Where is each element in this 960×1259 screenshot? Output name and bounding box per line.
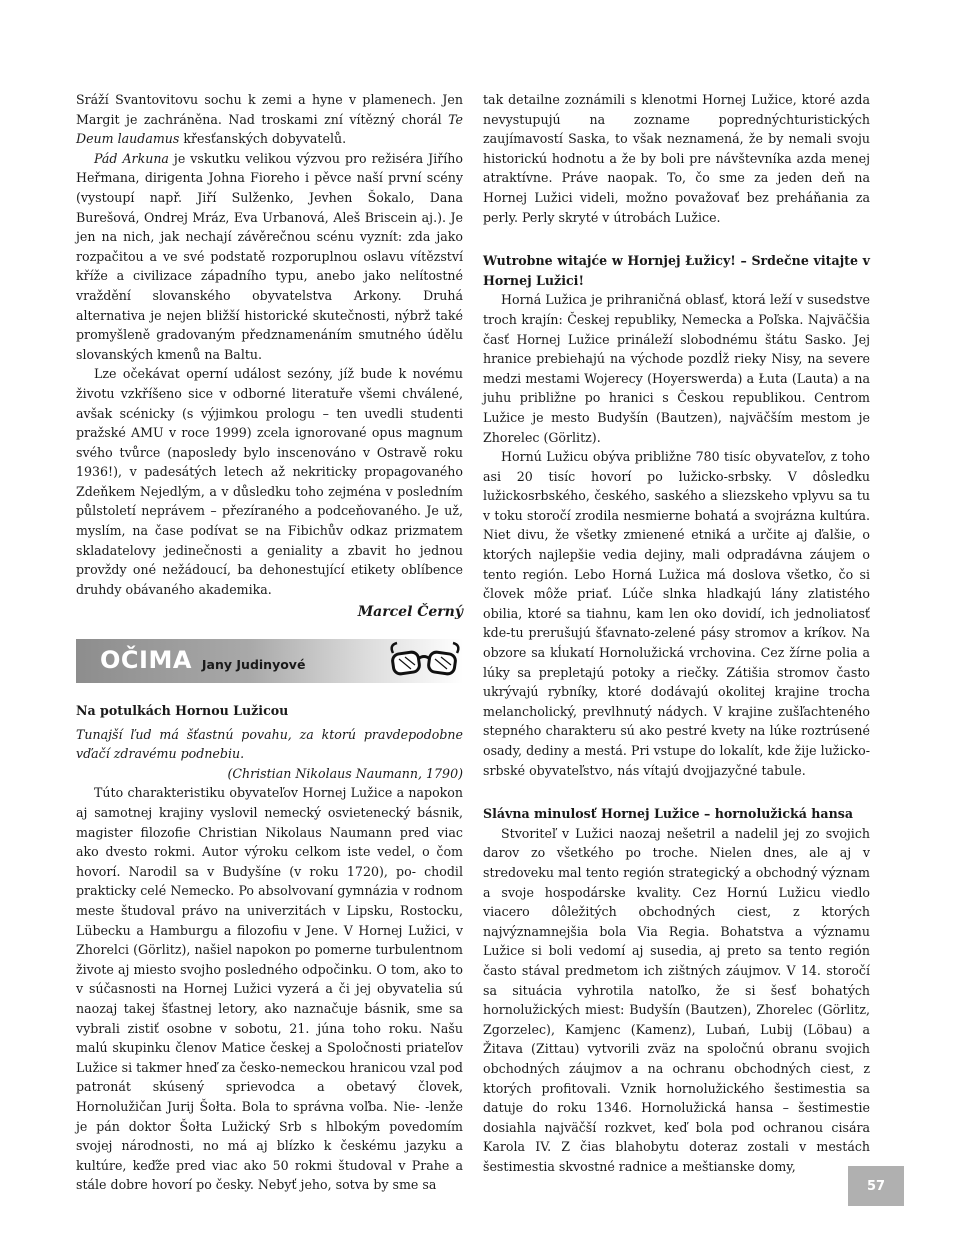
page-number: 57: [848, 1166, 904, 1206]
motto: Tunajší ľud má šťastnú povahu, za ktorú pravdepodobne vďačí zdravému podnebiu.: [76, 726, 463, 762]
right-paragraph-1: tak detailne zoznámili s klenotmi Hornej Lužice, ktoré azda nevystupujú na zozname poprednýchturistických zaujímavostí Saska, to však neznamená, že by nemali svoju historickú hodnotu a že by boli pre návštevníka azda menej atraktívne. Práve naopak. To, čo sme za jeden deň na Hornej Lužici videli, možno považovať bez preháňania za perly. Perly skryté v útrobách Lužice.: [483, 92, 870, 225]
left-paragraph-1: Sráží Svantovitovu sochu k zemi a hyne v plamenech. Jen Margit je zachráněna. Nad troskami zní vítězný chorál Te Deum laudamus křesťanských dobyvatelů.: [76, 92, 463, 147]
left-paragraph-4: Túto charakteristiku obyvateľov Hornej Lužice a napokon aj samotnej krajiny vyslovil nemecký osvietenecký básnik, magister filozofie Christian Nikolaus Naumann pred viac ako dvesto rokmi. Autor výroku celkom iste vedel, o čom hovorí. Narodil sa v Budyšíne (v roku 1720), po- chodil prakticky celé Nemecko. Po absolvovaní gymnázia v rodnom meste študoval právo na univerzitách v Lipsku, Rostocku, Lübecku a Hamburgu a filozofiu v Jene. V Hornej Lužici, v Zhorelci (Görlitz), našiel napokon po pomerne turbulentnom živote aj miesto svojho posledného odpočinku. O tom, ako to v súčasnosti na Hornej Lužici vyzerá a či jej obyvatelia sú naozaj takej šťastnej letory, ako naznačuje básnik, sme sa vybrali zistiť osobne v sobotu, 21. júna toho roku. Našu malú skupinku členov Matice českej a Spoločnosti priateľov Lužice si takmer hneď za česko-nemeckou hranicou vzal pod patronát skúsený sprievodca a obetavý človek, Hornolužičan Jurij Šołta. Bola to správna voľba. Nie- -lenže je pán doktor Šołta Lužický Srb s hlbokým povedomím svojej národnosti, no má aj blízko k českému jazyku a kultúre, keďže pred viac ako 50 rokmi študoval v Prahe a stále dobre hovorí po česky. Nebyť jeho, sotva by sme sa: [76, 785, 463, 1193]
banner-subtitle: Jany Judinyové: [201, 657, 306, 673]
right-paragraph-2: Horná Lužica je prihraničná oblasť, ktorá leží v susedstve troch krajín: Českej republiky, Nemecka a Poľska. Najväčšia časť Hornej Lužice prináleží slobodnému štátu Sasko. Jej hranice prebiehajú na východe pozdĺž rieky Nisy, na severe medzi mestami Wojerecy (Hoyerswerda) a Łuta (Lauta) a na juhu približne po hranici s Českou republikou. Centrom Lužice je mesto Budyšín (Bautzen), najväčším mestom je Zhorelec (Görlitz).: [483, 292, 870, 445]
ocima-banner: [76, 639, 463, 683]
author-signature: Marcel Černý: [357, 604, 463, 621]
banner-title: OČIMA: [100, 646, 192, 675]
section-heading-welcome: Wutrobne witajće w Hornjej Łužicy! – Srdečne vitajte v Hornej Lužici!: [483, 253, 870, 288]
left-paragraph-2: Pád Arkuna je vskutku velikou výzvou pro režiséra Jiřího Heřmana, dirigenta Johna Fioreho i pěvce naší první scény (vystoupí např. Jiří Sulženko, Jevhen Šokalo, Dana Burešová, Ondrej Mráz, Eva Urbanová, Aleš Briscein aj.). Je jen na nich, jak nechají závěrečnou scénu vyznít: zda jako rozpačitou a ve své podstatě rozporuplnou oslavu vítězství kříže a civilizace západního typu, anebo jako nelítostné vraždění slovanského obyvatelstva Arkony. Druhá alternativa je nejen bližší historické skutečnosti, nýbrž také promyšleně gradovaným předznamenáním smutného údělu slovanských kmenů na Baltu.: [76, 150, 463, 362]
article-heading: Na potulkách Hornou Lužicou: [76, 703, 289, 719]
opera-title: Pád Arkuna: [94, 150, 169, 166]
right-paragraph-3: Hornú Lužicu obýva približne 780 tisíc obyvateľov, z toho asi 20 tisíc hovorí po lužicko-srbsky. V dôsledku lužickosrbského, českého, saského a sliezskeho vplyvu sa tu v toku storočí zrodila nesmierne bohatá a svojrázna kultúra. Niet divu, že všetky zmienené etniká a určite aj ďalšie, o ktorých najlepšie vedia dejiny, mali odpradávna záujem o tento región. Lebo Horná Lužica má doslova všetko, čo si človek môže priať. Lúče slnka hladkajú lány zlatistého obilia, ktoré sa tiahnu, kam len oko dovidí, ich jednoliatosť kde-tu prerušujú šťavnato-zelené pásy stromov a kríkov. Na obzore sa kĺukatí Hornolužická vrchovina. Cez žírne polia a lúky sa prepletajú potoky a riečky. Zátišia stromov často ukrývajú rybníky, ktoré dodávajú okolitej krajine trocha melancholický, prevlhnutý nádych. V krajine zušľachteného stepného charakteru sú ako pestré kvety na lúke roztrúsené osady, dediny a mestá. Pri vstupe do lokalít, kde žije lužicko-srbské obyvateľstvo, nás vítajú dvojjazyčné tabule.: [483, 449, 870, 778]
right-column: [483, 90, 870, 1176]
left-column: [76, 90, 463, 1195]
section-heading-hansa: Slávna minulosť Hornej Lužice – hornolužická hansa: [483, 806, 853, 822]
hymn-title: Te Deum laudamus: [76, 111, 463, 147]
glasses-icon: [387, 641, 461, 689]
right-paragraph-4: Stvoriteľ v Lužici naozaj nešetril a nadelil jej zo svojich darov zo všetkého po troche. Nielen dnes, ale aj v stredoveku mal tento región strategický a obchodný význam a svoje hospodárske kvality. Cez Hornú Lužicu viedlo viacero dôležitých obchodných ciest, z ktorých najvýznamnejšia bola Via Regia. Bohatstva a významu Lužice si boli vedomí aj susedia, aj preto sa tento región často stával predmetom ich zištných záujmov. V 14. storočí sa situácia vyhrotila natoľko, že si šesť bohatých hornolužických miest: Budyšín (Bautzen), Zhorelec (Görlitz, Zgorzelec), Kamjenc (Kamenz), Lubań, Lubij (Löbau) a Žitava (Zittau) vytvorili zväz na spoločnú obranu svojich obchodných záujmov a na ochranu obchodných ciest, z ktorých profitovali. Vznik hornolužického šestimestia sa datuje do roku 1346. Hornolužická hansa – šestimestie dosiahla najväčší rozkvet, keď bola pod ochranou cisára Karola IV. Z čias blahobytu doteraz zostali v mestách šestimestia skvostné radnice a meštianske domy,: [483, 825, 870, 1174]
left-paragraph-3: Lze očekávat operní událost sezóny, jíž bude k novému životu vzkříšeno sice v odborné literatuře všemi chválené, avšak scénicky (s výjimkou prologu – ten uvedli studenti pražské AMU v roce 1999) zcela ignorované opus magnum svého tvůrce (naposledy bylo inscenováno v Ostravě roku 1936!), v padesátých letech až nekriticky propagovaného Zdeňkem Nejedlým, a v důsledku toho zejména v posledním půlstoletí neprávem – přezíraného a podceňovaného. Je už, myslím, na čase podívat se na Fibichův odkaz prizmatem skladatelovy jedinečnosti a geniality a zbavit ho jednou provždy oné nežádoucí, ba dehonestující etikety oblíbence druhdy obávaného akademika.: [76, 366, 463, 597]
motto-attribution: (Christian Nikolaus Naumann, 1790): [227, 765, 463, 781]
